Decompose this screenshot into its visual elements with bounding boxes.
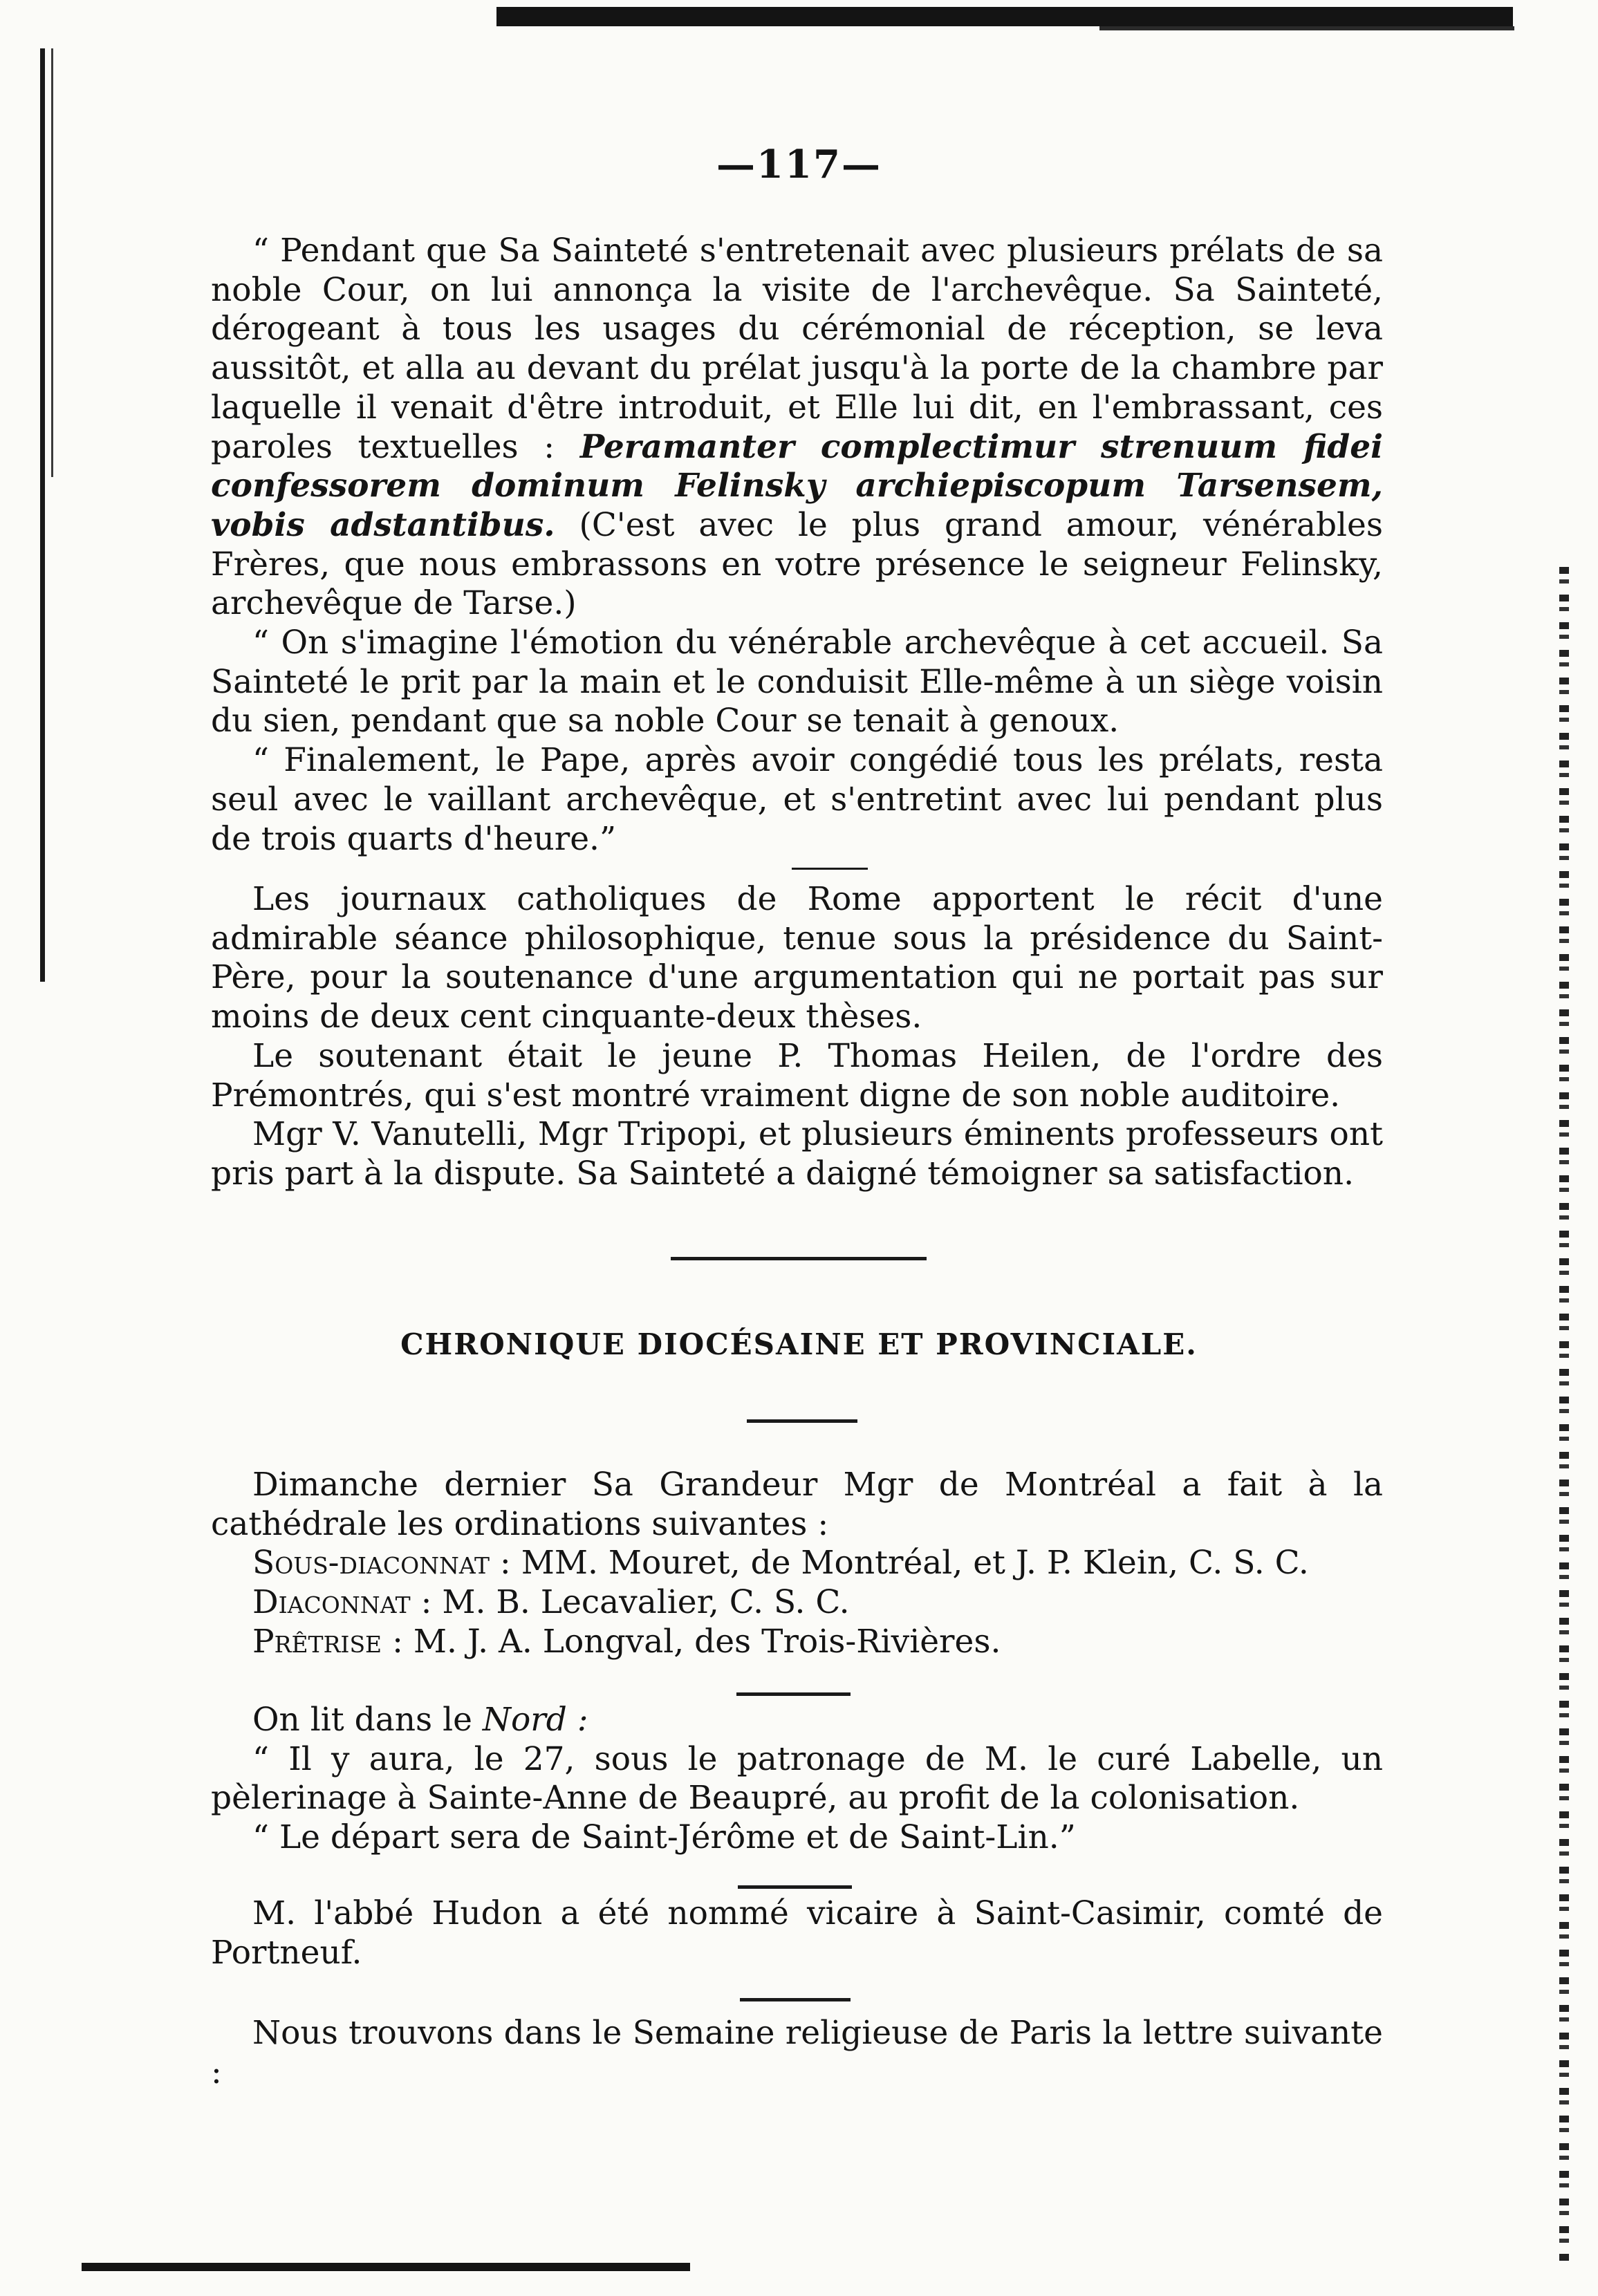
ordination-text: M. J. A. Longval, des Trois-Rivières. xyxy=(413,1622,1001,1661)
separator xyxy=(747,1419,857,1423)
article-nord xyxy=(211,1701,1383,1858)
left-scan-edge xyxy=(40,48,45,982)
ordination-text: MM. Mouret, de Montréal, et J. P. Klein, C. S. C. xyxy=(521,1544,1309,1583)
article-audience xyxy=(211,232,1383,859)
separator xyxy=(792,868,868,870)
right-scan-edge xyxy=(1559,567,1569,2261)
paragraph-text: “ Pendant que Sa Sainteté s'entretenait avec plusieurs prélats de sa noble Cour, on lui annonça la visite de l'archevêque. Sa Sainteté, dérogeant à tous les usages du cérémonial de réception, se leva aussitôt, et alla au devant du prélat jusqu'à la porte de la chambre par laquelle il venait d'être introduit, et Elle lui dit, en l'embrassant, ces paroles textuelles : xyxy=(211,232,1383,466)
page-number: —117— xyxy=(716,142,882,187)
latin-quote: Peramanter complectimur strenuum fidei confessorem dominum Felinsky archiepiscopum Tarsensem, vobis adstantibus. xyxy=(211,427,1383,544)
ordinations xyxy=(211,1466,1383,1662)
paragraph: “ On s'imagine l'émotion du vénérable archevêque à cet accueil. Sa Sainteté le prit par la main et le conduisit Elle-même à un siège voisin du sien, pendant que sa noble Cour se tenait à genoux. xyxy=(211,624,1383,740)
bottom-rule xyxy=(82,2263,690,2271)
section-separator xyxy=(671,1257,927,1260)
ordination-label: Sous-diaconnat : xyxy=(252,1544,511,1583)
nord-intro xyxy=(211,1701,1383,1740)
article-semaine xyxy=(211,2014,1383,2092)
paragraph: “ Finalement, le Pape, après avoir congédié tous les prélats, resta seul avec le vaillant archevêque, et s'entretint avec lui pendant plus de trois quarts d'heure.” xyxy=(211,741,1383,858)
separator xyxy=(738,1885,852,1889)
article-seance xyxy=(211,880,1383,1194)
paragraph: Nous trouvons dans le Semaine religieuse de Paris la lettre suivante : xyxy=(211,2014,1383,2091)
nord-intro-text: On lit dans le xyxy=(252,1701,472,1739)
separator xyxy=(736,1692,851,1696)
ordination-label: Diaconnat : xyxy=(252,1583,432,1622)
paragraph: Les journaux catholiques de Rome apportent le récit d'une admirable séance philosophique, tenue sous la présidence du Saint-Père, pour la soutenance d'une argumentation qui ne portait pas sur moins de deux cent cinquante-deux thèses. xyxy=(211,880,1383,1036)
ordination-line xyxy=(211,1583,1383,1623)
ordination-line xyxy=(211,1623,1383,1662)
article-hudon xyxy=(211,1894,1383,1972)
paragraph: “ Il y aura, le 27, sous le patronage de M. le curé Labelle, un pèlerinage à Sainte-Anne de Beaupré, au profit de la colonisation. xyxy=(211,1739,1383,1818)
section-heading: CHRONIQUE DIOCÉSAINE ET PROVINCIALE. xyxy=(400,1327,1198,1361)
separator xyxy=(740,1998,851,2001)
ordination-text: M. B. Lecavalier, C. S. C. xyxy=(442,1583,850,1622)
paragraph: Le soutenant était le jeune P. Thomas Heilen, de l'ordre des Prémontrés, qui s'est montré vraiment digne de son noble auditoire. xyxy=(211,1036,1383,1114)
ordination-label: Prêtrise : xyxy=(252,1622,403,1661)
top-rule-tail xyxy=(1099,26,1514,30)
paragraph: Mgr V. Vanutelli, Mgr Tripopi, et plusieurs éminents professeurs ont pris part à la dispute. Sa Sainteté a daigné témoigner sa satisfaction. xyxy=(211,1115,1383,1193)
top-rule xyxy=(496,7,1513,26)
nord-source: Nord : xyxy=(482,1701,588,1739)
left-scan-edge-inner xyxy=(51,48,53,477)
ordination-line xyxy=(211,1544,1383,1583)
paragraph: M. l'abbé Hudon a été nommé vicaire à Saint-Casimir, comté de Portneuf. xyxy=(211,1894,1383,1972)
paragraph xyxy=(211,232,1383,624)
paragraph: “ Le départ sera de Saint-Jérôme et de Saint-Lin.” xyxy=(252,1818,1076,1857)
ordinations-intro: Dimanche dernier Sa Grandeur Mgr de Montréal a fait à la cathédrale les ordinations suivantes : xyxy=(211,1466,1383,1543)
quote-translation: (C'est avec le plus grand amour, vénérables Frères, que nous embrassons en votre présence le seigneur Felinsky, archevêque de Tarse.) xyxy=(211,505,1383,623)
